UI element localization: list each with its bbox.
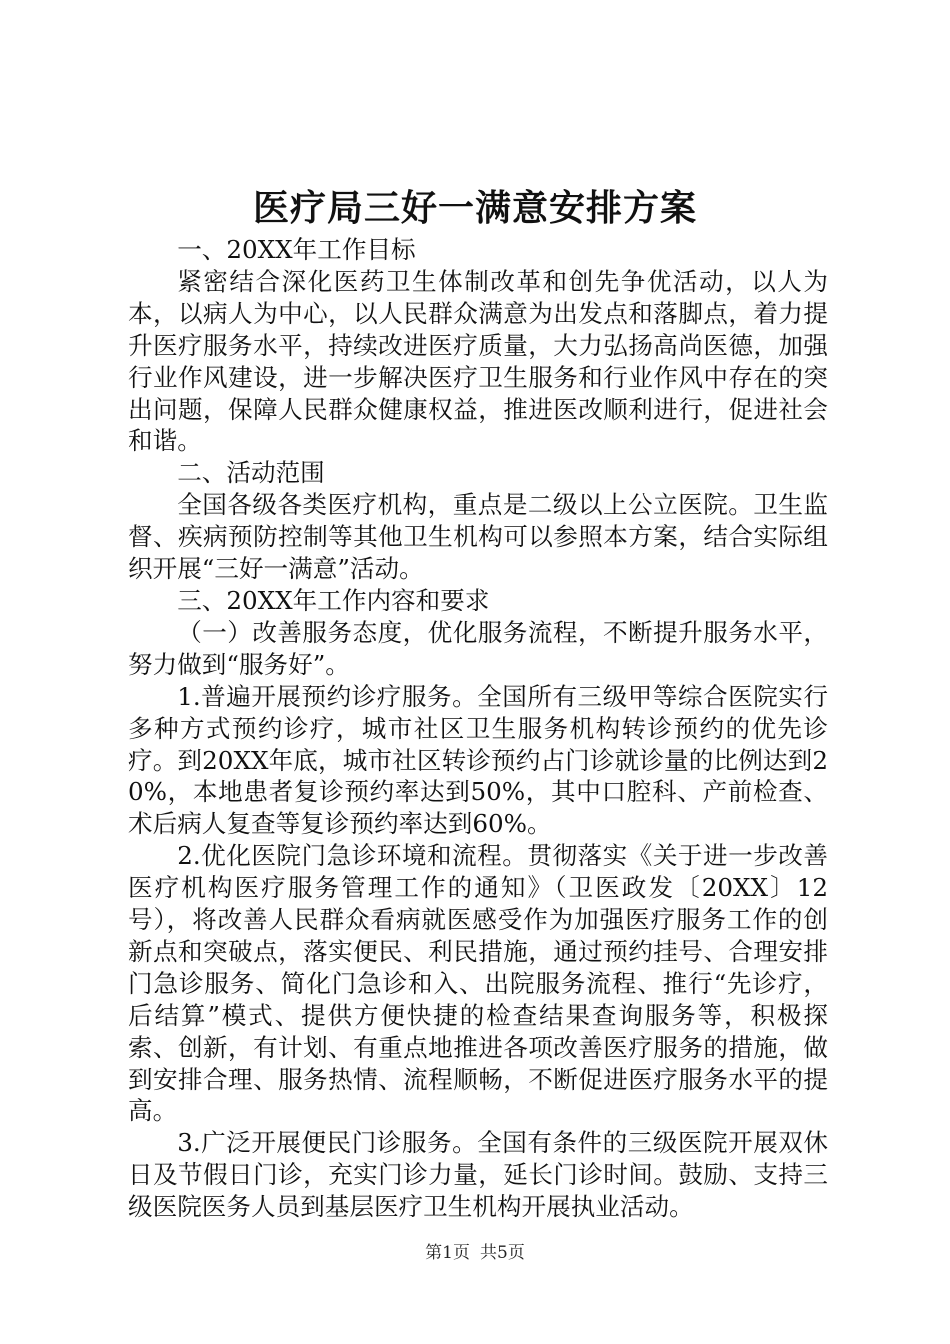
document-body xyxy=(128,234,828,1223)
document-title: 医疗局三好一满意安排方案 xyxy=(252,187,697,229)
paragraph-item-1: 1.普遍开展预约诊疗服务。全国所有三级甲等综合医院实行多种方式预约诊疗，城市社区卫生服务机构转诊预约的优先诊疗。到20XX年底，城市社区转诊预约占门诊就诊量的比例达到20%，本地患者复诊预约率达到50%，其中口腔科、产前检查、术后病人复查等复诊预约率达到60%。 xyxy=(128,681,828,839)
paragraph-item-3: 3.广泛开展便民门诊服务。全国有条件的三级医院开展双休日及节假日门诊，充实门诊力量，延长门诊时间。鼓励、支持三级医院医务人员到基层医疗卫生机构开展执业活动。 xyxy=(128,1128,828,1222)
paragraph-scope: 全国各级各类医疗机构，重点是二级以上公立医院。卫生监督、疾病预防控制等其他卫生机构可以参照本方案，结合实际组织开展“三好一满意”活动。 xyxy=(128,490,828,584)
paragraph-goals: 紧密结合深化医药卫生体制改革和创先争优活动，以人为本，以病人为中心，以人民群众满意为出发点和落脚点，着力提升医疗服务水平，持续改进医疗质量，大力弘扬高尚医德，加强行业作风建设，进一步解决医疗卫生服务和行业作风中存在的突出问题，保障人民群众健康权益，推进医改顺利进行，促进社会和谐。 xyxy=(128,266,828,456)
page-total: 共5页 xyxy=(480,1243,525,1263)
section-heading-content: 三、20XX年工作内容和要求 xyxy=(177,585,490,615)
section-heading-scope: 二、活动范围 xyxy=(177,458,325,488)
section-heading-goals: 一、20XX年工作目标 xyxy=(177,235,416,264)
paragraph-item-2: 2.优化医院门急诊环境和流程。贯彻落实《关于进一步改善医疗机构医疗服务管理工作的通知》（卫医政发〔20XX〕12号），将改善人民群众看病就医感受作为加强医疗服务工作的创新点和突破点，落实便民、利民措施，通过预约挂号、合理安排门急诊服务、简化门急诊和入、出院服务流程、推行“先诊疗，后结算”模式、提供方便快捷的检查结果查询服务等，积极探索、创新，有计划、有重点地推进各项改善医疗服务的措施，做到安排合理、服务热情、流程顺畅，不断促进医疗服务水平的提高。 xyxy=(128,841,828,1126)
subsection-heading-service: （一）改善服务态度，优化服务流程，不断提升服务水平，努力做到“服务好”。 xyxy=(128,617,828,679)
page-footer xyxy=(0,1241,950,1265)
page-number: 第1页 xyxy=(425,1243,470,1263)
